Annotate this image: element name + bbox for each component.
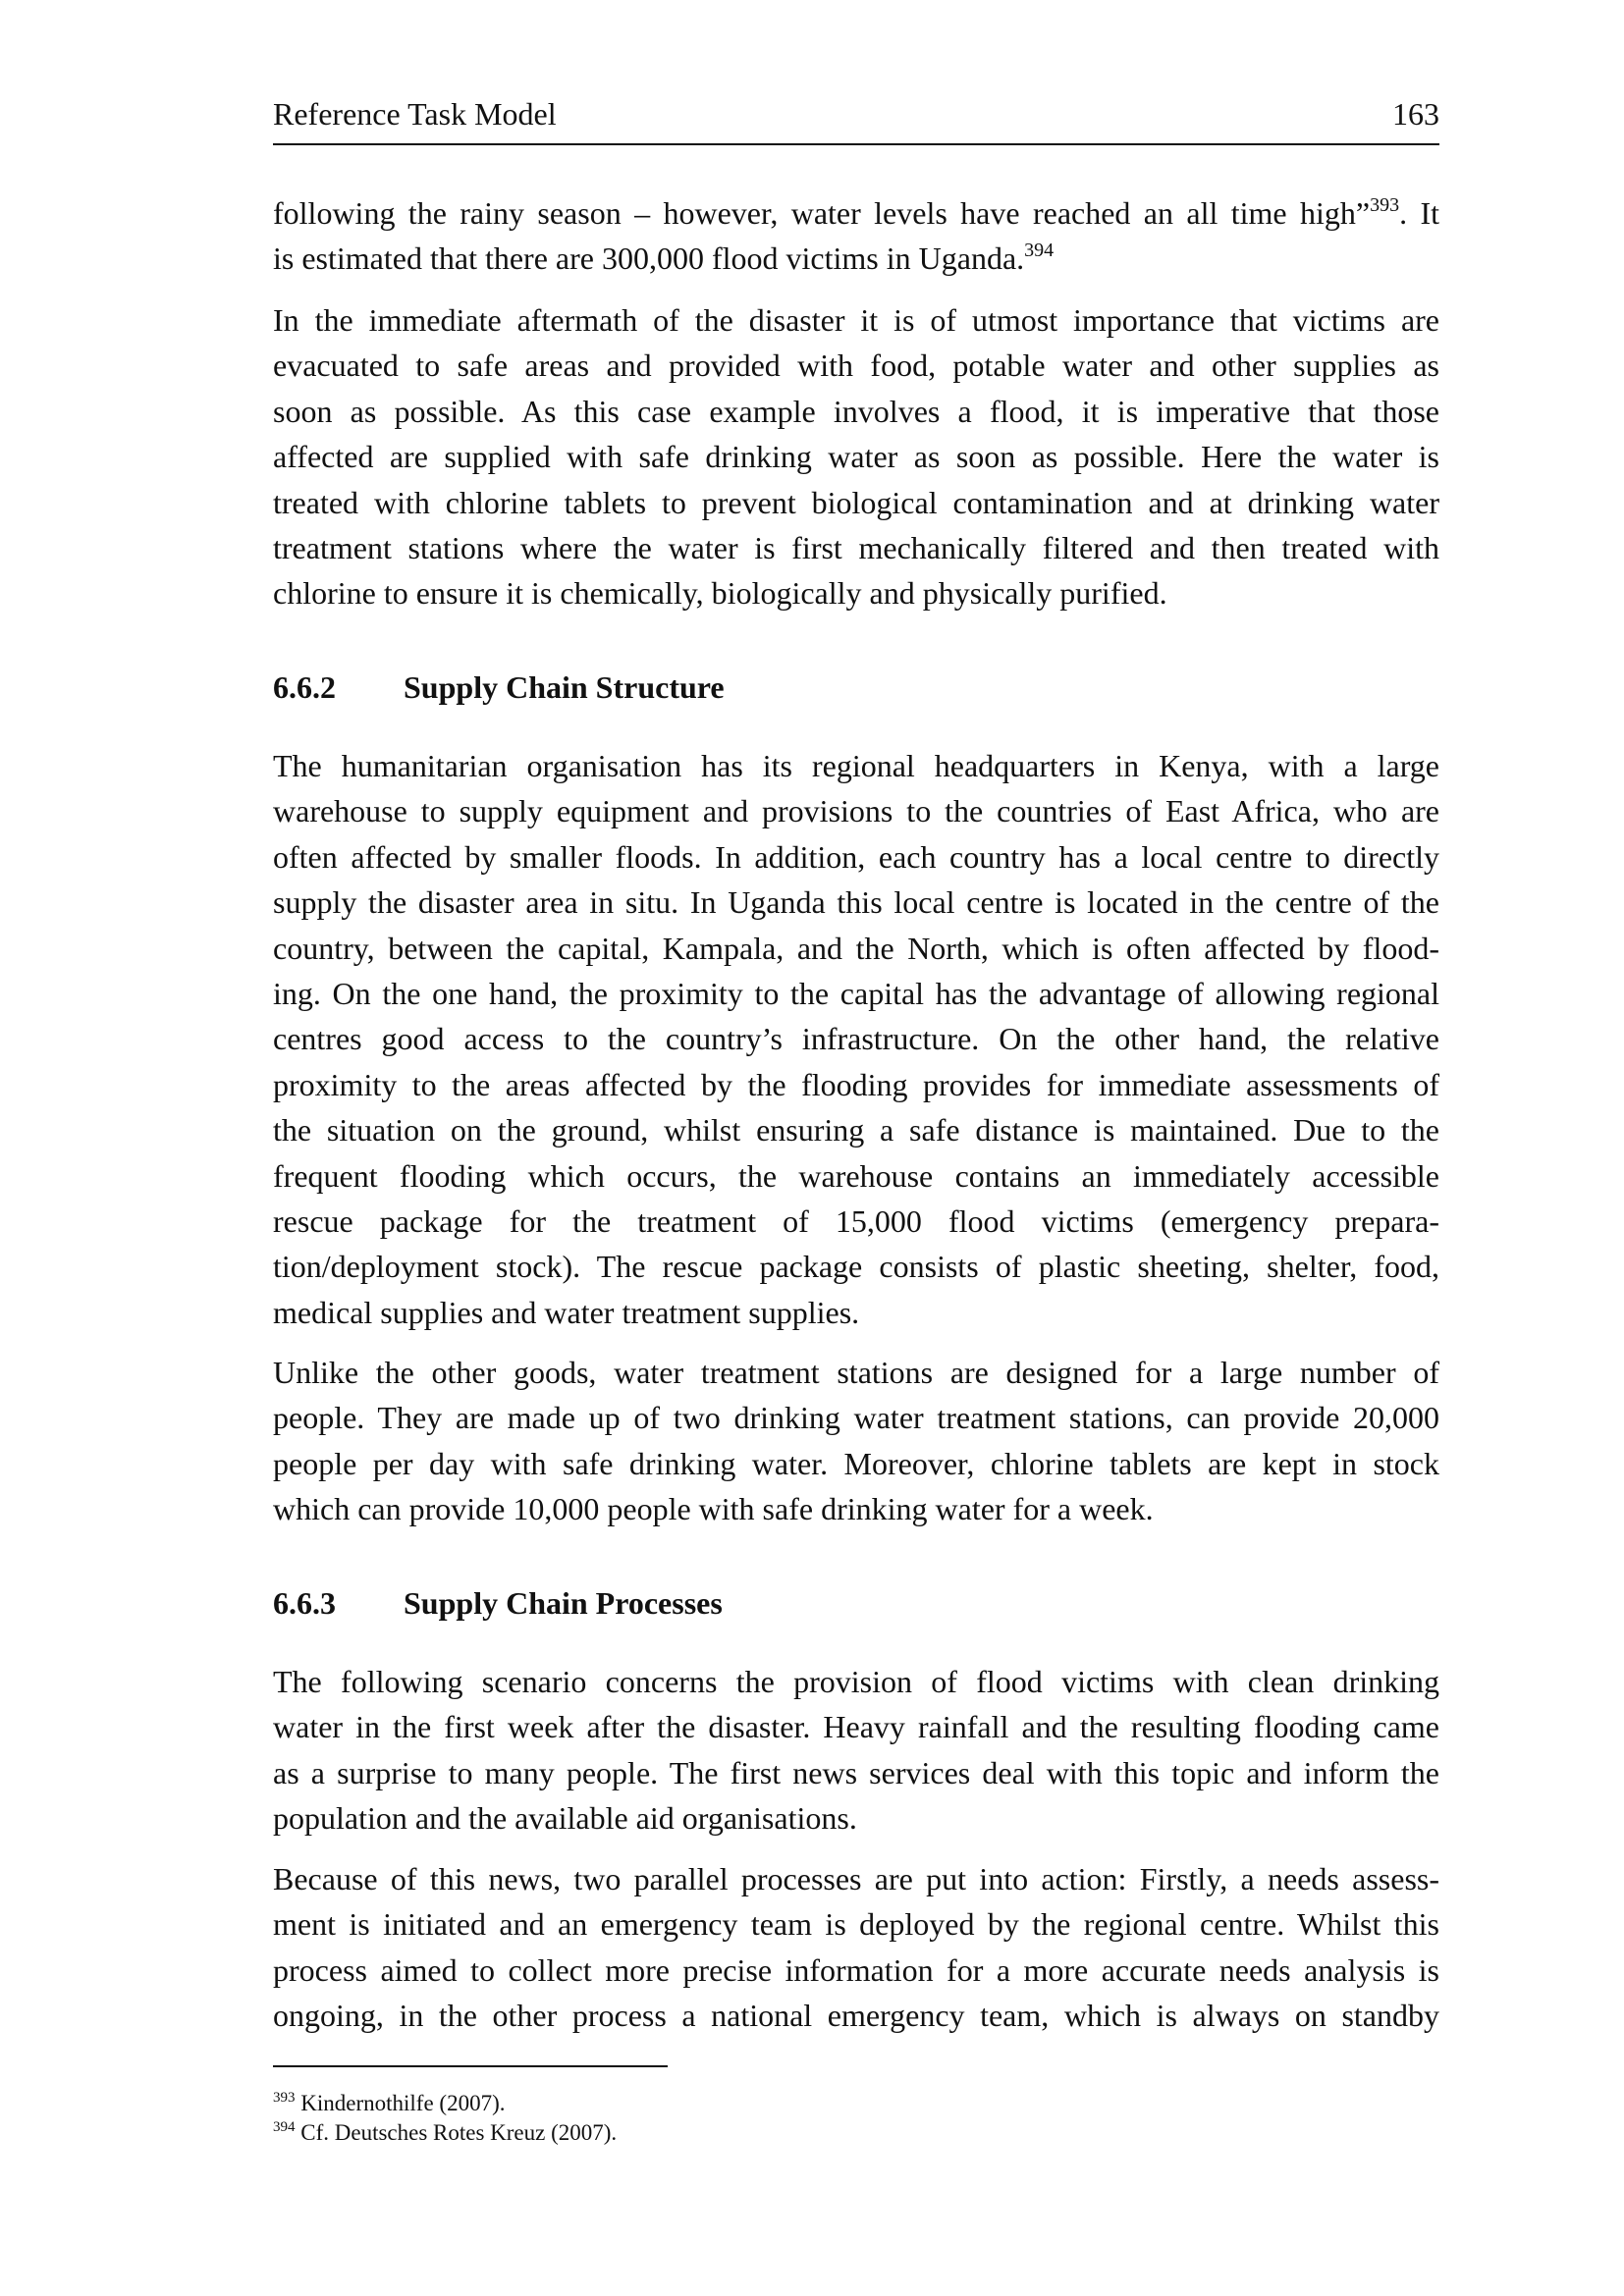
paragraph bbox=[273, 743, 1439, 1335]
text-run: country, between the capital, Kampala, and the North, which is often affected by flood- bbox=[273, 930, 1439, 966]
text-line bbox=[273, 434, 1439, 479]
text-line bbox=[273, 1016, 1439, 1061]
text-line bbox=[273, 1795, 1439, 1841]
text-line bbox=[273, 343, 1439, 388]
text-run: Because of this news, two parallel processes are put into action: Firstly, a needs assess- bbox=[273, 1861, 1439, 1896]
text-run: soon as possible. As this case example involves a flood, it is imperative that those bbox=[273, 393, 1439, 429]
text-run: process aimed to collect more precise information for a more accurate needs analysis is bbox=[273, 1951, 1439, 1988]
text-run: is estimated that there are 300,000 flood victims in Uganda. bbox=[273, 240, 1025, 277]
text-run: ment is initiated and an emergency team is deployed by the regional centre. Whilst this bbox=[273, 1906, 1439, 1943]
text-line bbox=[273, 525, 1439, 570]
paragraph bbox=[273, 1659, 1439, 1842]
text-run: people per day with safe drinking water. Moreover, chlorine tablets are kept in stock bbox=[273, 1445, 1439, 1481]
section-title: Supply Chain Structure bbox=[404, 669, 725, 705]
text-line bbox=[273, 1750, 1439, 1795]
text-run: the situation on the ground, whilst ensuring a safe distance is maintained. Due to the bbox=[273, 1112, 1439, 1148]
footnote-text: Cf. Deutsches Rotes Kreuz (2007). bbox=[300, 2120, 618, 2145]
text-line bbox=[273, 236, 1439, 281]
text-run: evacuated to safe areas and provided with food, potable water and other supplies as bbox=[273, 347, 1439, 384]
page-number: 163 bbox=[1392, 96, 1439, 132]
text-line bbox=[273, 480, 1439, 525]
text-run: frequent flooding which occurs, the warehouse contains an immediately accessible bbox=[273, 1157, 1439, 1194]
text-line bbox=[273, 1704, 1439, 1749]
text-run: ing. On the one hand, the proximity to the capital has the advantage of allowing regional bbox=[273, 975, 1439, 1011]
text-run: often affected by smaller floods. In addition, each country has a local centre to directly bbox=[273, 838, 1439, 875]
section-title: Supply Chain Processes bbox=[404, 1585, 723, 1621]
text-line bbox=[273, 1199, 1439, 1244]
paragraph bbox=[273, 1856, 1439, 2039]
text-run: . It bbox=[1399, 195, 1440, 231]
footnote-separator bbox=[273, 2065, 668, 2067]
text-line bbox=[273, 1107, 1439, 1152]
text-run: warehouse to supply equipment and provisions to the countries of East Africa, who are bbox=[273, 793, 1439, 829]
text-run: treatment stations where the water is first mechanically filtered and then treated with bbox=[273, 529, 1439, 565]
text-run: population and the available aid organisations. bbox=[273, 1800, 857, 1837]
text-run: The following scenario concerns the provision of flood victims with clean drinking bbox=[273, 1664, 1439, 1699]
text-line bbox=[273, 1290, 1439, 1335]
section-heading-6-6-2 bbox=[273, 665, 725, 710]
section-number: 6.6.3 bbox=[273, 1585, 336, 1621]
footnote-393 bbox=[273, 2089, 505, 2118]
text-line bbox=[273, 926, 1439, 971]
text-run: proximity to the areas affected by the flooding provides for immediate assessments of bbox=[273, 1066, 1439, 1102]
paragraph bbox=[273, 190, 1439, 282]
text-run: rescue package for the treatment of 15,000 flood victims (emergency prepara- bbox=[273, 1202, 1439, 1239]
text-run: water in the first week after the disaster. Heavy rainfall and the resulting flooding came bbox=[273, 1709, 1439, 1745]
text-line bbox=[273, 190, 1439, 236]
footnote-number: 394 bbox=[273, 2119, 296, 2135]
text-run: as a surprise to many people. The first news services deal with this topic and inform the bbox=[273, 1754, 1439, 1790]
footnote-394 bbox=[273, 2118, 617, 2148]
paragraph bbox=[273, 297, 1439, 616]
text-run: which can provide 10,000 people with safe drinking water for a week. bbox=[273, 1491, 1154, 1527]
text-line bbox=[273, 1901, 1439, 1947]
text-run: affected are supplied with safe drinking water as soon as possible. Here the water is bbox=[273, 439, 1439, 475]
text-line bbox=[273, 1062, 1439, 1107]
text-line bbox=[273, 389, 1439, 434]
header-rule bbox=[273, 143, 1439, 145]
text-line bbox=[273, 1486, 1439, 1531]
text-run: tion/deployment stock). The rescue package consists of plastic sheeting, shelter, food, bbox=[273, 1249, 1439, 1285]
text-run: medical supplies and water treatment supplies. bbox=[273, 1294, 860, 1330]
text-run: The humanitarian organisation has its regional headquarters in Kenya, with a large bbox=[273, 748, 1439, 783]
text-line bbox=[273, 1244, 1439, 1289]
text-run: centres good access to the country’s infrastructure. On the other hand, the relative bbox=[273, 1021, 1439, 1057]
text-run: following the rainy season – however, water levels have reached an all time high” bbox=[273, 195, 1371, 231]
text-line bbox=[273, 971, 1439, 1016]
text-line bbox=[273, 1993, 1439, 2038]
text-line bbox=[273, 1441, 1439, 1486]
text-line bbox=[273, 834, 1439, 880]
text-run: people. They are made up of two drinking water treatment stations, can provide 20,000 bbox=[273, 1400, 1439, 1436]
text-line bbox=[273, 1153, 1439, 1199]
text-line bbox=[273, 1948, 1439, 1993]
running-header-title: Reference Task Model bbox=[273, 96, 557, 132]
text-run: ongoing, in the other process a national emergency team, which is always on standby bbox=[273, 1998, 1439, 2034]
text-run: chlorine to ensure it is chemically, biologically and physically purified. bbox=[273, 575, 1167, 612]
footnote-reference[interactable]: 393 bbox=[1370, 194, 1400, 216]
paragraph bbox=[273, 1350, 1439, 1532]
footnote-number: 393 bbox=[273, 2090, 296, 2106]
text-line bbox=[273, 1659, 1439, 1704]
footnote-reference[interactable]: 394 bbox=[1024, 240, 1055, 262]
text-line bbox=[273, 743, 1439, 788]
text-run: Unlike the other goods, water treatment stations are designed for a large number of bbox=[273, 1355, 1439, 1390]
text-line bbox=[273, 297, 1439, 343]
text-line bbox=[273, 788, 1439, 833]
text-line bbox=[273, 1856, 1439, 1901]
section-heading-6-6-3 bbox=[273, 1580, 723, 1626]
text-run: treated with chlorine tablets to prevent biological contamination and at drinking water bbox=[273, 484, 1439, 520]
text-run: supply the disaster area in situ. In Uganda this local centre is located in the centre of the bbox=[273, 884, 1439, 921]
text-line bbox=[273, 570, 1439, 615]
text-line bbox=[273, 880, 1439, 925]
text-line bbox=[273, 1350, 1439, 1395]
text-run: In the immediate aftermath of the disaster it is of utmost importance that victims are bbox=[273, 302, 1439, 338]
text-line bbox=[273, 1395, 1439, 1440]
section-number: 6.6.2 bbox=[273, 669, 336, 705]
footnote-text: Kindernothilfe (2007). bbox=[300, 2091, 506, 2115]
